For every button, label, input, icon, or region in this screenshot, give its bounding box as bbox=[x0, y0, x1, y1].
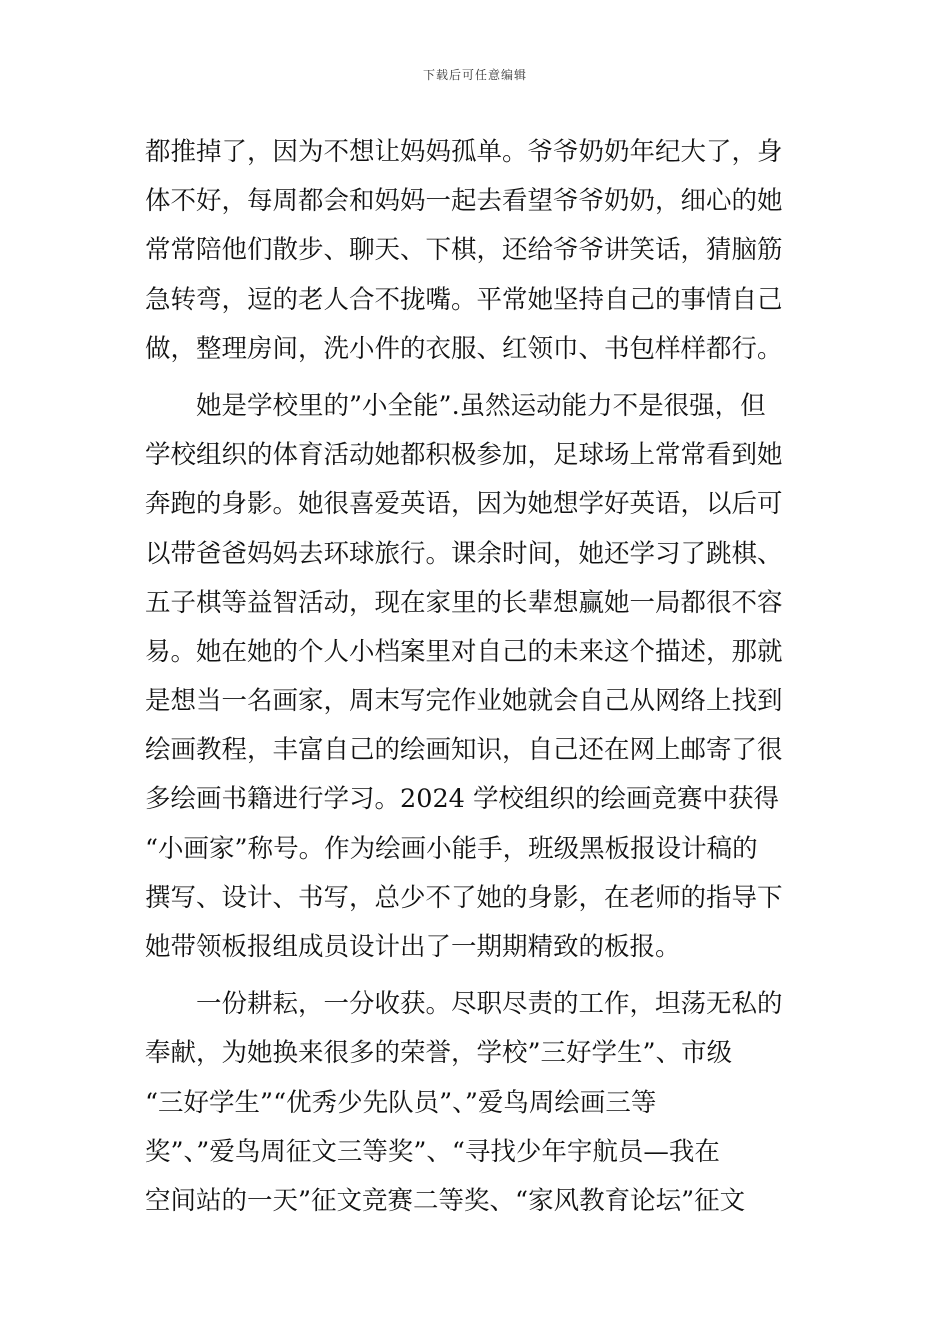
paragraph-1 bbox=[145, 128, 807, 374]
text-line: 是想当一名画家，周末写完作业她就会自己从网络上找到 bbox=[145, 686, 783, 717]
paragraph-3 bbox=[145, 980, 807, 1226]
text-line: 她是学校里的”小全能”.虽然运动能力不是很强，但 bbox=[145, 390, 766, 421]
text-line: 奉献，为她换来很多的荣誉，学校”三好学生”、市级 bbox=[145, 1038, 733, 1069]
document-body bbox=[145, 128, 807, 1226]
text-line: “三好学生”“优秀少先队员”、”爱鸟周绘画三等 bbox=[145, 1087, 657, 1118]
text-line: “小画家”称号。作为绘画小能手，班级黑板报设计稿的 bbox=[145, 833, 758, 864]
text-line: 一份耕耘，一分收获。尽职尽责的工作，坦荡无私的 bbox=[145, 989, 783, 1020]
text-line: 易。她在她的个人小档案里对自己的未来这个描述，那就 bbox=[145, 636, 783, 667]
text-line: 空间站的一天”征文竞赛二等奖、“家风教育论坛”征文 bbox=[145, 1185, 746, 1216]
text-line: 急转弯，逗的老人合不拢嘴。平常她坚持自己的事情自己 bbox=[145, 284, 783, 315]
text-line: 她带领板报组成员设计出了一期期精致的板报。 bbox=[145, 932, 681, 962]
text-line: 体不好，每周都会和妈妈一起去看望爷爷奶奶，细心的她 bbox=[145, 186, 783, 217]
text-line: 做，整理房间，洗小件的衣服、红领巾、书包样样都行。 bbox=[145, 333, 783, 364]
page-header: 下载后可任意编辑 bbox=[422, 68, 527, 82]
text-line: 学校组织的体育活动她都积极参加，足球场上常常看到她 bbox=[145, 440, 783, 471]
text-line: 以带爸爸妈妈去环球旅行。课余时间，她还学习了跳棋、 bbox=[145, 538, 783, 569]
text-line: 多绘画书籍进行学习。2024 学校组织的绘画竞赛中获得 bbox=[145, 784, 780, 815]
text-line: 奔跑的身影。她很喜爱英语，因为她想学好英语，以后可 bbox=[145, 489, 783, 520]
text-line: 都推掉了，因为不想让妈妈孤单。爷爷奶奶年纪大了，身 bbox=[145, 137, 783, 167]
text-line: 五子棋等益智活动，现在家里的长辈想赢她一局都很不容 bbox=[145, 587, 783, 618]
text-line: 撰写、设计、书写，总少不了她的身影，在老师的指导下 bbox=[145, 882, 783, 913]
paragraph-2 bbox=[145, 382, 807, 972]
text-line: 绘画教程，丰富自己的绘画知识，自己还在网上邮寄了很 bbox=[145, 735, 783, 766]
text-line: 常常陪他们散步、聊天、下棋，还给爷爷讲笑话，猜脑筋 bbox=[145, 235, 783, 266]
text-line: 奖”、”爱鸟周征文三等奖”、“寻找少年宇航员—我在 bbox=[145, 1136, 720, 1167]
